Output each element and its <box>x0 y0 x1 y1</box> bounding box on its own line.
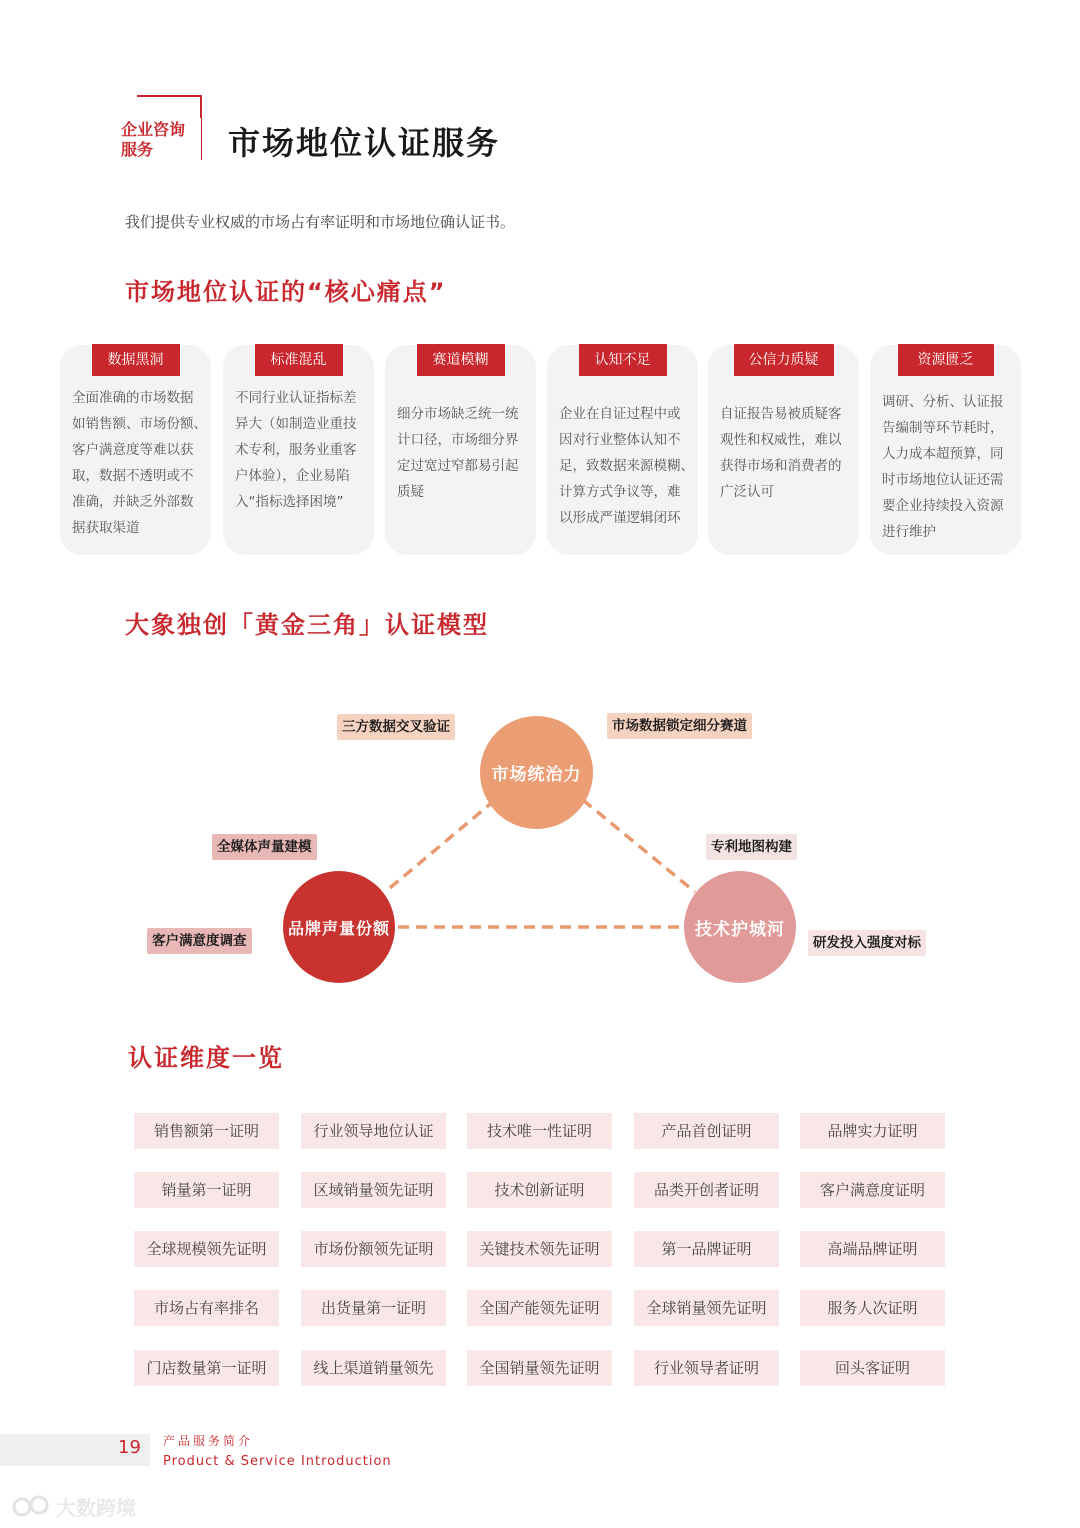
node-tech-moat <box>684 871 796 983</box>
pain-card-line: 定过宽过窄都易引起 <box>397 458 519 474</box>
pain-card-line: 调研、分析、认证报 <box>882 394 1004 410</box>
footer-label-en: Product & Service Introduction <box>163 1454 392 1469</box>
dimension-chip: 回头客证明 <box>800 1350 945 1386</box>
pain-card-tag: 资源匮乏 <box>898 344 994 376</box>
pain-card-line: 入“指标选择困境” <box>235 494 344 510</box>
dimension-chip: 市场份额领先证明 <box>301 1231 446 1267</box>
dimension-chip: 品类开创者证明 <box>634 1172 779 1208</box>
callout-rd-benchmark: 研发投入强度对标 <box>808 930 926 956</box>
pain-card-tag: 公信力质疑 <box>734 344 834 376</box>
dimension-chip: 服务人次证明 <box>800 1290 945 1326</box>
edge-top-right <box>583 800 695 892</box>
pain-card-line: 企业在自证过程中或 <box>559 406 681 422</box>
pain-card-line: 告编制等环节耗时， <box>882 420 1004 436</box>
page-title: 市场地位认证服务 <box>228 124 501 162</box>
pain-card-line: 准确，并缺乏外部数 <box>72 494 194 510</box>
dimension-chip: 全球销量领先证明 <box>634 1290 779 1326</box>
pain-card-line: 时市场地位认证还需 <box>882 472 1004 488</box>
pain-card-line: 观性和权威性，难以 <box>720 432 842 448</box>
node-tech-moat-label: 技术护城河 <box>695 919 785 940</box>
dimension-chip: 全国产能领先证明 <box>467 1290 612 1326</box>
callout-third-party-data: 三方数据交叉验证 <box>337 714 455 740</box>
model-title: 大象独创「黄金三角」认证模型 <box>125 611 489 639</box>
dimension-chip: 销售额第一证明 <box>134 1113 279 1149</box>
pain-card-tag: 赛道模糊 <box>417 344 505 376</box>
pain-card-line: 计口径，市场细分界 <box>397 432 519 448</box>
pain-card-line: 户体验），企业易陷 <box>235 468 350 484</box>
pain-card-line: 因对行业整体认知不 <box>559 432 681 448</box>
pain-card-line: 据获取渠道 <box>72 520 140 536</box>
pain-card-line: 人力成本超预算，同 <box>882 446 1004 462</box>
pain-card-line: 要企业持续投入资源 <box>882 498 1004 514</box>
dimension-chip: 区域销量领先证明 <box>301 1172 446 1208</box>
category-label-line2: 服务 <box>121 140 154 159</box>
dimension-chip: 线上渠道销量领先 <box>301 1350 446 1386</box>
dimension-chip: 出货量第一证明 <box>301 1290 446 1326</box>
pain-card-line: 术专利，服务业重客 <box>235 442 357 458</box>
pain-card-line: 质疑 <box>397 484 424 500</box>
watermark <box>12 1492 136 1521</box>
node-brand-share <box>283 871 395 983</box>
node-market-dominance-label: 市场统治力 <box>491 765 582 785</box>
dimension-chip: 品牌实力证明 <box>800 1113 945 1149</box>
dimension-chip: 行业领导者证明 <box>634 1350 779 1386</box>
pain-card-tag: 数据黑洞 <box>92 344 180 376</box>
dimension-chip: 全国销量领先证明 <box>467 1350 612 1386</box>
dimension-chip: 第一品牌证明 <box>634 1231 779 1267</box>
edge-top-left <box>385 800 495 892</box>
dimension-chip: 销量第一证明 <box>134 1172 279 1208</box>
pain-card-tag: 标准混乱 <box>255 344 343 376</box>
dimension-chip: 关键技术领先证明 <box>467 1231 612 1267</box>
pain-card-line: 全面准确的市场数据 <box>72 390 194 406</box>
dimension-chip: 技术创新证明 <box>467 1172 612 1208</box>
pain-card-line: 广泛认可 <box>720 484 774 500</box>
dimension-chip: 行业领导地位认证 <box>301 1113 446 1149</box>
pain-card-line: 自证报告易被质疑客 <box>720 406 842 422</box>
page-number: 19 <box>118 1437 141 1458</box>
pain-card-line: 以形成严谨逻辑闭环 <box>559 510 681 526</box>
watermark-logo-icon <box>12 1494 50 1520</box>
dimension-chip: 客户满意度证明 <box>800 1172 945 1208</box>
callout-media-modeling: 全媒体声量建模 <box>212 834 317 860</box>
dimensions-title: 认证维度一览 <box>128 1044 284 1072</box>
pain-card-tag: 认知不足 <box>579 344 667 376</box>
dimension-chip: 全球规模领先证明 <box>134 1231 279 1267</box>
pain-card-line: 足，致数据来源模糊、 <box>559 458 694 474</box>
callout-market-data: 市场数据锁定细分赛道 <box>607 713 752 739</box>
dimension-chip: 门店数量第一证明 <box>134 1350 279 1386</box>
dimension-chip: 产品首创证明 <box>634 1113 779 1149</box>
pain-card-line: 计算方式争议等，难 <box>559 484 681 500</box>
intro-text: 我们提供专业权威的市场占有率证明和市场地位确认证书。 <box>125 213 516 231</box>
callout-patent-map: 专利地图构建 <box>706 834 797 860</box>
dimension-chip: 技术唯一性证明 <box>467 1113 612 1149</box>
pain-card-line: 细分市场缺乏统一统 <box>397 406 519 422</box>
pain-points-title: 市场地位认证的“核心痛点” <box>125 278 447 306</box>
node-brand-share-label: 品牌声量份额 <box>287 918 390 938</box>
pain-card-line: 客户满意度等难以获 <box>72 442 194 458</box>
callout-satisfaction-survey: 客户满意度调查 <box>147 928 252 954</box>
pain-card-line: 异大（如制造业重技 <box>235 416 357 432</box>
pain-card-line: 不同行业认证指标差 <box>235 390 357 406</box>
watermark-text: 大数跨境 <box>56 1496 136 1520</box>
footer-label-cn: 产品服务简介 <box>163 1434 254 1448</box>
pain-card-line: 获得市场和消费者的 <box>720 458 842 474</box>
node-market-dominance <box>480 716 593 829</box>
pain-card-line: 进行维护 <box>882 524 936 540</box>
pain-card-line: 如销售额、市场份额、 <box>72 416 207 432</box>
category-label-line1: 企业咨询 <box>121 120 186 139</box>
dimension-chip: 市场占有率排名 <box>134 1290 279 1326</box>
dimension-chip: 高端品牌证明 <box>800 1231 945 1267</box>
pain-card-line: 取，数据不透明或不 <box>72 468 194 484</box>
